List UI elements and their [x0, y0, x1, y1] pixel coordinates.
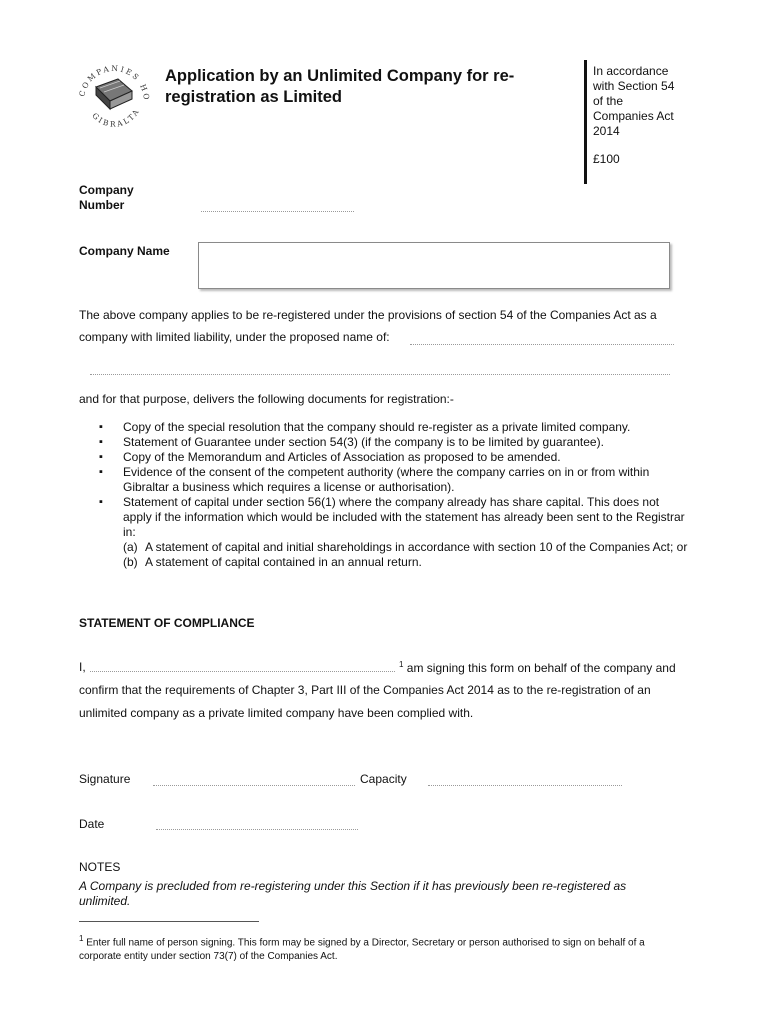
companies-house-logo [74, 57, 154, 137]
list-item: ▪ Statement of capital under section 56(1) where the company already has share capital. This does not apply if the information which would be included with the statement has already been sent to the Registrar in: [79, 495, 689, 540]
footnote-mark: 1 [399, 660, 404, 669]
filing-fee: £100 [593, 152, 620, 166]
form-title: Application by an Unlimited Company for re-registration as Limited [165, 67, 515, 106]
date-label: Date [79, 817, 105, 831]
delivers-paragraph: and for that purpose, delivers the following documents for registration:- [79, 392, 454, 406]
sub-item-a [79, 540, 689, 555]
signature-label: Signature [79, 772, 131, 786]
intro-paragraph: The above company applies to be re-registered under the provisions of section 54 of the Companies Act as a company with limited liability, under the proposed name of: [79, 308, 657, 344]
date-field[interactable] [156, 829, 358, 830]
footnote-text: Enter full name of person signing. This form may be signed by a Director, Secretary or person authorised to sign on behalf of a corporate entity under section 73(7) of the Companies Act. [79, 937, 645, 963]
logo-ring-text-bottom: GIBRALTA [90, 106, 142, 129]
sub-item-text: A statement of capital contained in an annual return. [145, 555, 422, 569]
compliance-heading: STATEMENT OF COMPLIANCE [79, 616, 255, 630]
footnote-number: 1 [79, 934, 84, 943]
list-item: ▪ Copy of the special resolution that the company should re-register as a private limited company. [79, 420, 689, 435]
compliance-prefix: I, [79, 660, 86, 674]
statutory-reference: In accordance with Section 54 of the Companies Act 2014 [593, 64, 675, 138]
notes-heading: NOTES [79, 860, 121, 874]
company-number-label: Company Number [79, 183, 134, 212]
side-divider [584, 60, 587, 184]
signatory-name-field[interactable] [90, 671, 395, 672]
company-name-label: Company Name [79, 244, 170, 258]
compliance-line3: unlimited company as a private limited company have been complied with. [79, 706, 474, 720]
company-name-input[interactable] [198, 242, 670, 289]
list-item: ▪ Copy of the Memorandum and Articles of Association as proposed to be amended. [79, 450, 689, 465]
compliance-line1-text: am signing this form on behalf of the company and [406, 661, 676, 675]
logo-ring-text-top: COMPANIES HO [77, 63, 152, 103]
book-icon [96, 79, 132, 109]
documents-list [79, 420, 689, 570]
signature-field[interactable] [153, 785, 355, 786]
list-item: ▪ Statement of Guarantee under section 54(3) (if the company is to be limited by guarantee). [79, 435, 689, 450]
footnote-divider [79, 921, 259, 922]
capacity-field[interactable] [428, 785, 622, 786]
footnote [79, 932, 689, 964]
sub-item-text: A statement of capital and initial shareholdings in accordance with section 10 of the Companies Act; or [145, 540, 688, 554]
compliance-line1 [399, 660, 676, 675]
sub-item-b [79, 555, 689, 570]
proposed-name-field[interactable] [410, 344, 674, 345]
compliance-line2: confirm that the requirements of Chapter 3, Part III of the Companies Act 2014 as to the re-registration of an [79, 683, 651, 697]
sub-item-tag: (b) [123, 555, 138, 569]
proposed-name-field-continued[interactable] [90, 374, 670, 375]
capacity-label: Capacity [360, 772, 407, 786]
company-number-field[interactable] [201, 211, 354, 212]
list-item: ▪ Evidence of the consent of the competent authority (where the company carries on in or from within Gibraltar a business which requires a license or authorisation). [79, 465, 689, 495]
notes-text: A Company is precluded from re-registering under this Section if it has previously been re-registered as unlimited. [79, 879, 627, 908]
sub-item-tag: (a) [123, 540, 138, 554]
